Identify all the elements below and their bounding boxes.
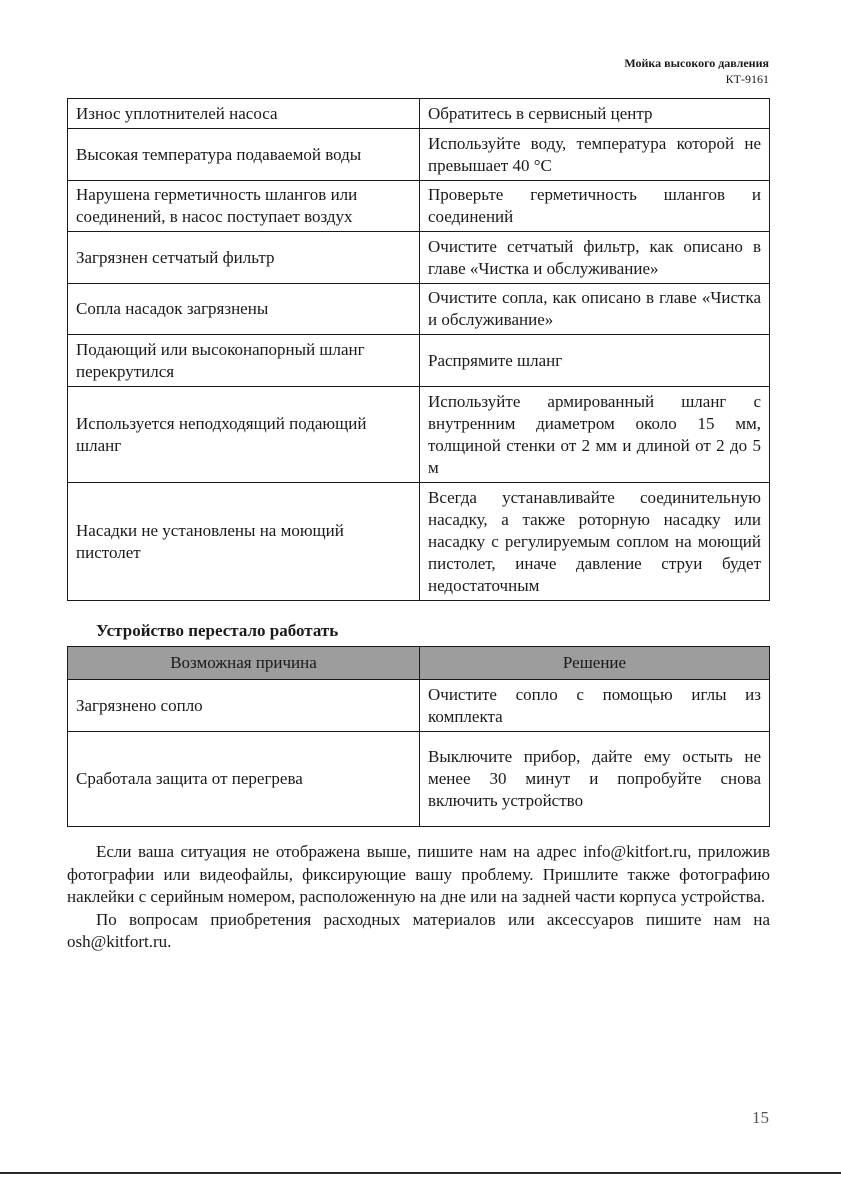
cause-cell: Загрязнено сопло: [68, 680, 420, 732]
header-title: Мойка высокого давления: [624, 56, 769, 70]
cause-cell: Сопла насадок загрязнены: [68, 284, 420, 335]
column-header-cause: Возможная причина: [68, 647, 420, 680]
cause-cell: Загрязнен сетчатый фильтр: [68, 232, 420, 284]
table-row: [68, 284, 770, 335]
troubleshooting-table: [67, 98, 770, 601]
page-number: 15: [752, 1108, 769, 1127]
cause-cell: Износ уплотнителей насоса: [68, 99, 420, 129]
cause-cell: Высокая температура подаваемой воды: [68, 129, 420, 181]
solution-cell: Используйте воду, температура которой не превышает 40 °C: [420, 129, 770, 181]
contact-paragraph: Если ваша ситуация не отображена выше, пишите нам на адрес info@kitfort.ru, приложив фотографии или видеофайлы, фиксирующие вашу проблему. Пришлите также фотографию наклейки с серийным номером, расположенную на дне или на задней части корпуса устройства.: [67, 842, 770, 906]
section-title: Устройство перестало работать: [96, 621, 339, 640]
device-stopped-table: [67, 646, 770, 827]
table-row: [68, 483, 770, 601]
solution-cell: Распрямите шланг: [420, 335, 770, 387]
table-row: [68, 335, 770, 387]
cause-cell: Используется неподходящий подающий шланг: [68, 387, 420, 483]
table-row: [68, 680, 770, 732]
cause-cell: Нарушена герметичность шлангов или соединений, в насос поступает воздух: [68, 181, 420, 232]
solution-cell: Выключите прибор, дайте ему остыть не менее 30 минут и попробуйте снова включить устройство: [420, 732, 770, 827]
table-row: [68, 99, 770, 129]
solution-cell: Проверьте герметичность шлангов и соединений: [420, 181, 770, 232]
table-header-row: [68, 647, 770, 680]
supplies-paragraph: По вопросам приобретения расходных материалов или аксессуаров пишите нам на osh@kitfort.ru.: [67, 909, 770, 951]
solution-cell: Очистите сетчатый фильтр, как описано в главе «Чистка и обслуживание»: [420, 232, 770, 284]
table-row: [68, 181, 770, 232]
cause-cell: Насадки не установлены на моющий пистолет: [68, 483, 420, 601]
column-header-solution: Решение: [420, 647, 770, 680]
cause-cell: Сработала защита от перегрева: [68, 732, 420, 827]
solution-cell: Обратитесь в сервисный центр: [420, 99, 770, 129]
solution-cell: Всегда устанавливайте соединительную насадку, а также роторную насадку или насадку с регулируемым соплом на моющий пистолет, иначе давление струи будет недостаточным: [420, 483, 770, 601]
contact-info: [67, 841, 770, 954]
page-header: [624, 55, 769, 87]
header-model: КТ-9161: [725, 72, 769, 86]
bottom-rule: [0, 1172, 841, 1174]
table-row: [68, 232, 770, 284]
table-row: [68, 732, 770, 827]
solution-cell: Используйте армированный шланг с внутренним диаметром около 15 мм, толщиной стенки от 2 мм и длиной от 2 до 5 м: [420, 387, 770, 483]
cause-cell: Подающий или высоконапорный шланг перекрутился: [68, 335, 420, 387]
table-row: [68, 387, 770, 483]
solution-cell: Очистите сопла, как описано в главе «Чистка и обслуживание»: [420, 284, 770, 335]
solution-cell: Очистите сопло с помощью иглы из комплекта: [420, 680, 770, 732]
table-row: [68, 129, 770, 181]
